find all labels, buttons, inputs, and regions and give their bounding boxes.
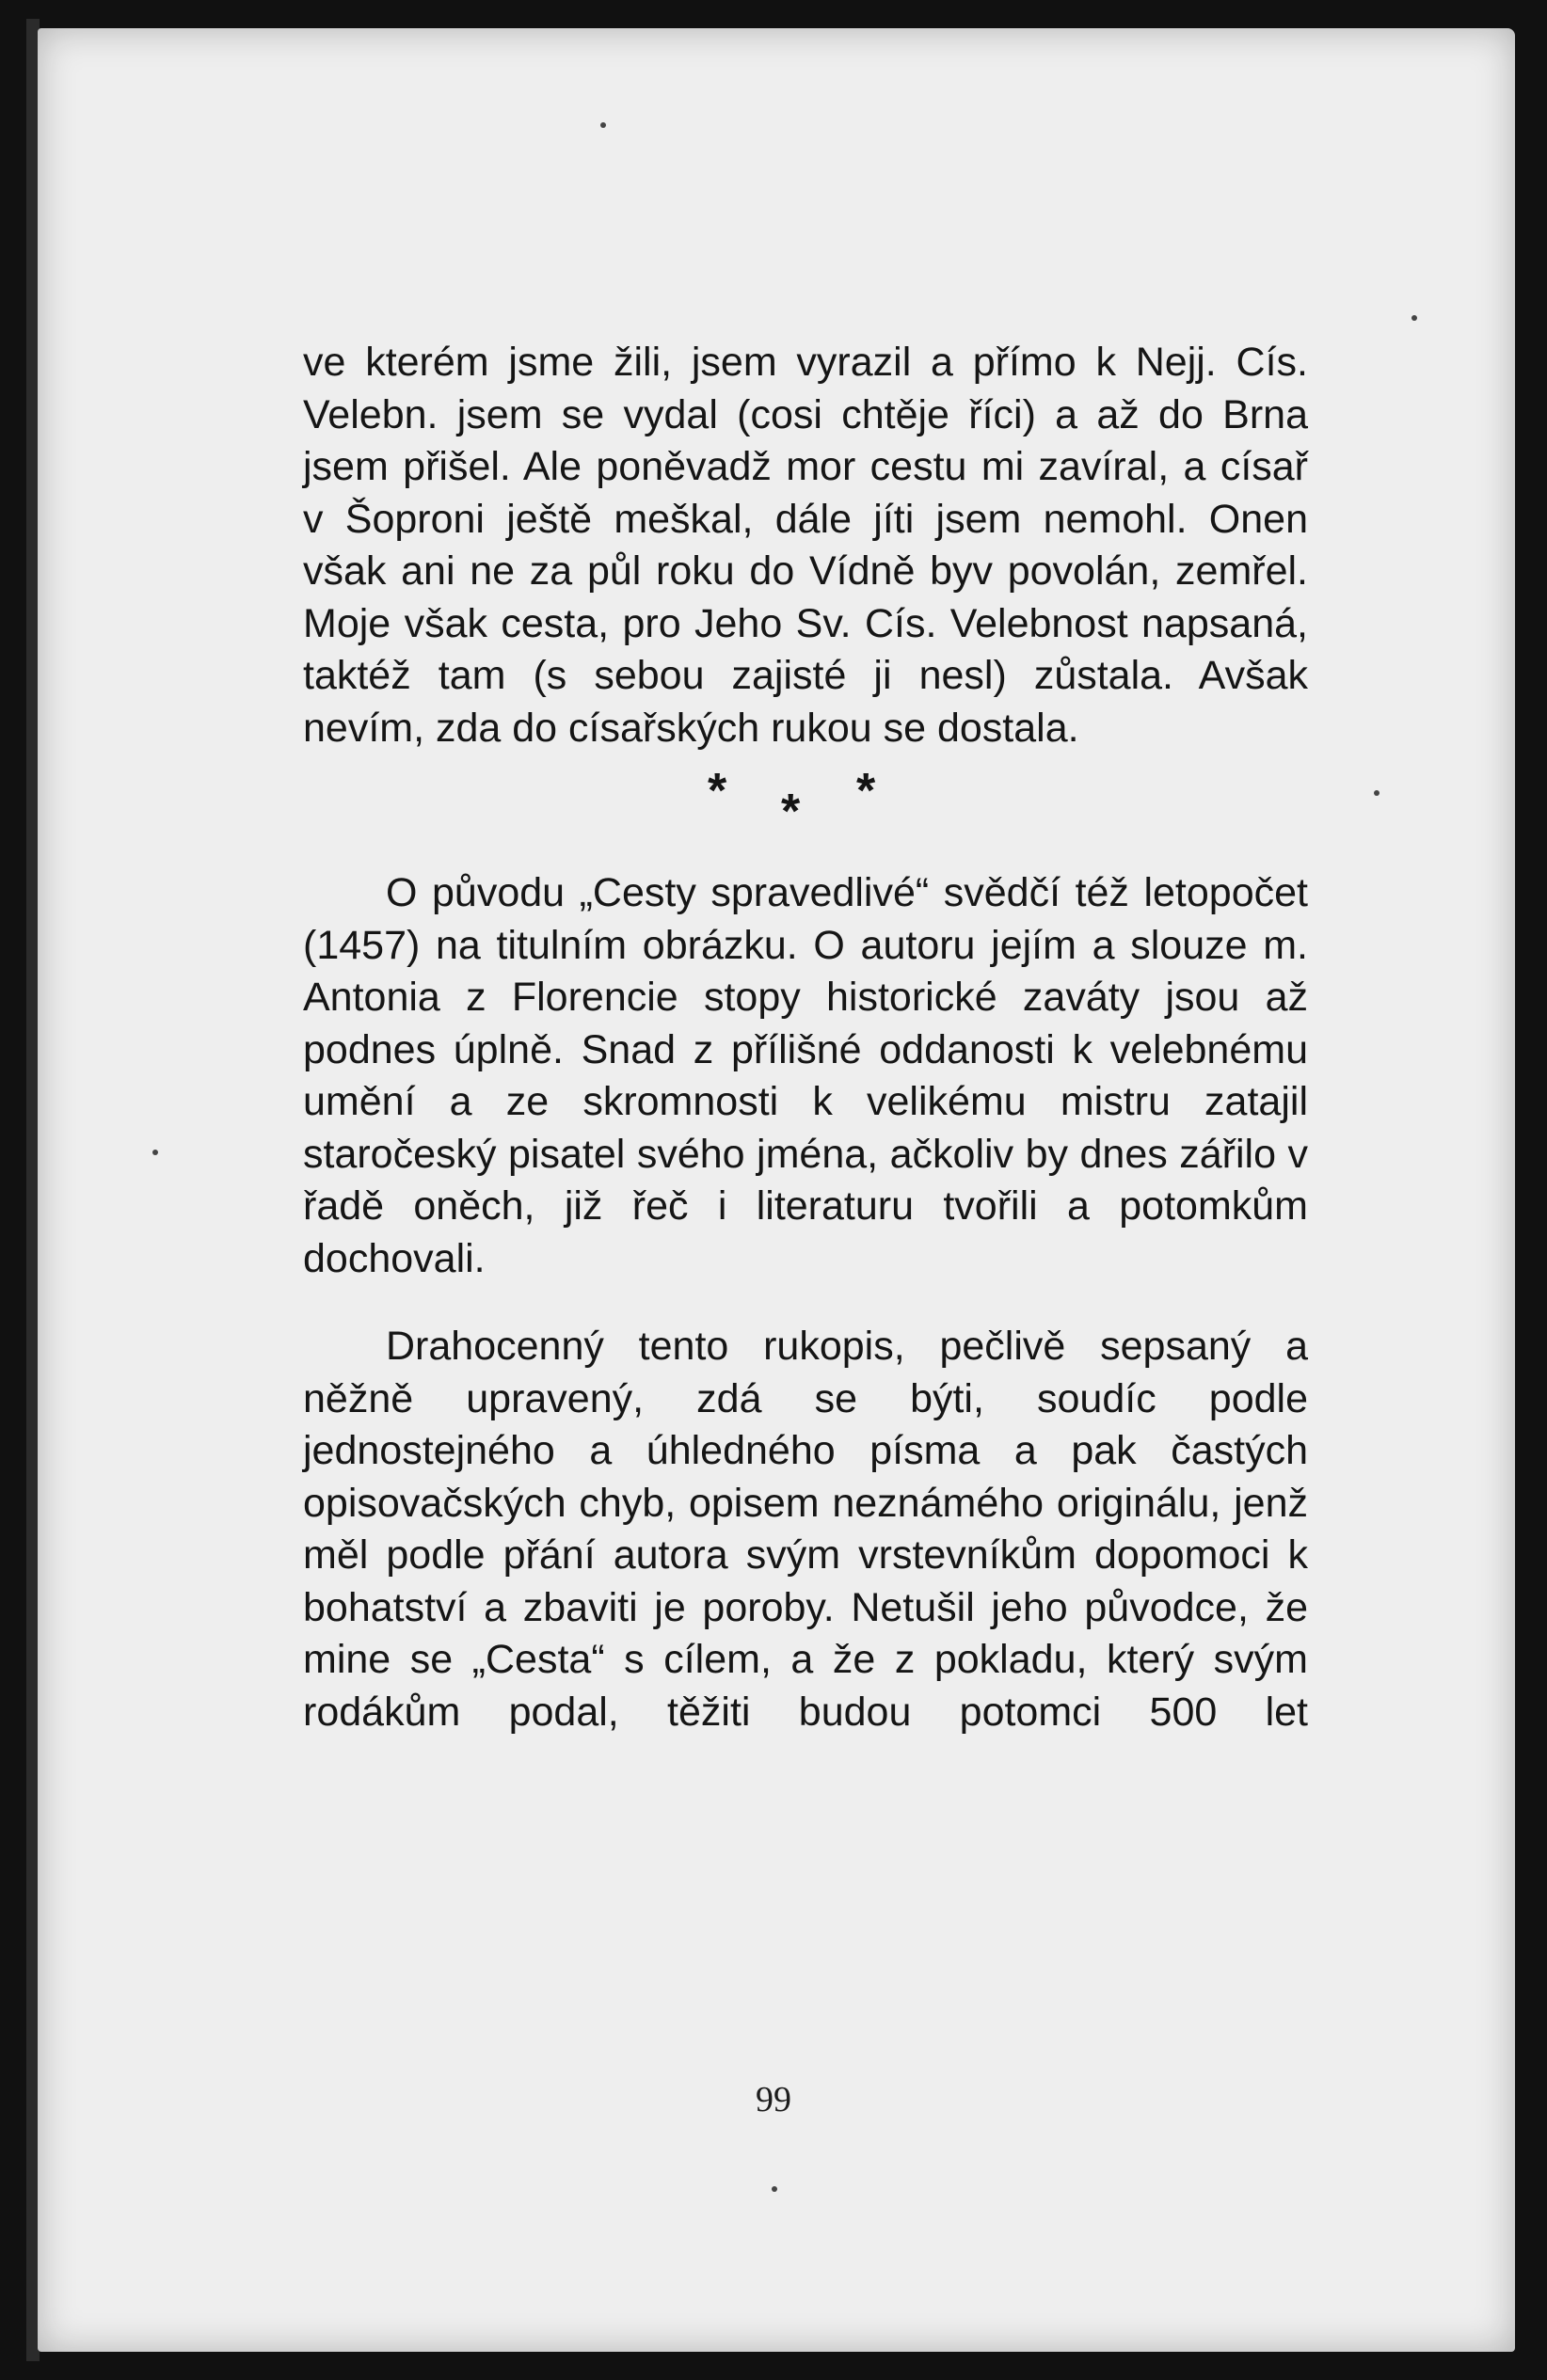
paper-speck <box>1374 790 1380 796</box>
paragraph-gap <box>303 1285 1308 1321</box>
section-separator <box>303 754 1308 867</box>
paragraph-manuscript: Drahocenný tento rukopis, pečlivě sepsaný a něžně upravený, zdá se býti, soudíc podle jednostejného a úhledného písma a pak častých opisovačských chyb, opisem neznámého originálu, jenž měl podle přání autora svým vrstevníkům dopomoci k bohatství a zbaviti je poroby. Netušil jeho původce, že mine se „Cesta“ s cílem, a že z pokladu, který svým rodákům podal, těžiti budou potomci 500 let <box>303 1324 1308 1735</box>
asterisk: * <box>856 764 876 818</box>
paper-speck <box>152 1150 158 1155</box>
asterisk: * <box>781 785 801 839</box>
paper-speck <box>772 2186 777 2192</box>
paper-speck <box>1411 315 1417 321</box>
page-number: 99 <box>756 2080 791 2119</box>
paragraph-origin: O původu „Cesty spravedlivé“ svědčí též letopočet (1457) na titulním obrázku. O autoru jejím a slouze m. Antonia z Florencie stopy historické zaváty jsou až podnes úplně. Snad z přílišné oddanosti k velebnému umění a ze skromnosti k velikému mistru zatajil staročeský pisatel svého jména, ačkoliv by dnes zářilo v řadě oněch, již řeč i literaturu tvořili a potomkům dochovali. <box>303 870 1308 1281</box>
body-text <box>303 337 1308 1738</box>
paper-speck <box>600 122 606 128</box>
asterisk: * <box>708 764 727 818</box>
paragraph-continued: ve kterém jsme žili, jsem vyrazil a přímo k Nejj. Cís. Velebn. jsem se vydal (cosi chtěje říci) a až do Brna jsem přišel. Ale poněvadž mor cestu mi zavíral, a císař v Šoproni ještě meškal, dále jíti jsem nemohl. Onen však ani ne za půl roku do Vídně byv povolán, zemřel. Moje však cesta, pro Jeho Sv. Cís. Velebnost napsaná, taktéž tam (s sebou zajisté ji nesl) zůstala. Avšak nevím, zda do císařských rukou se dostala. <box>303 340 1308 751</box>
